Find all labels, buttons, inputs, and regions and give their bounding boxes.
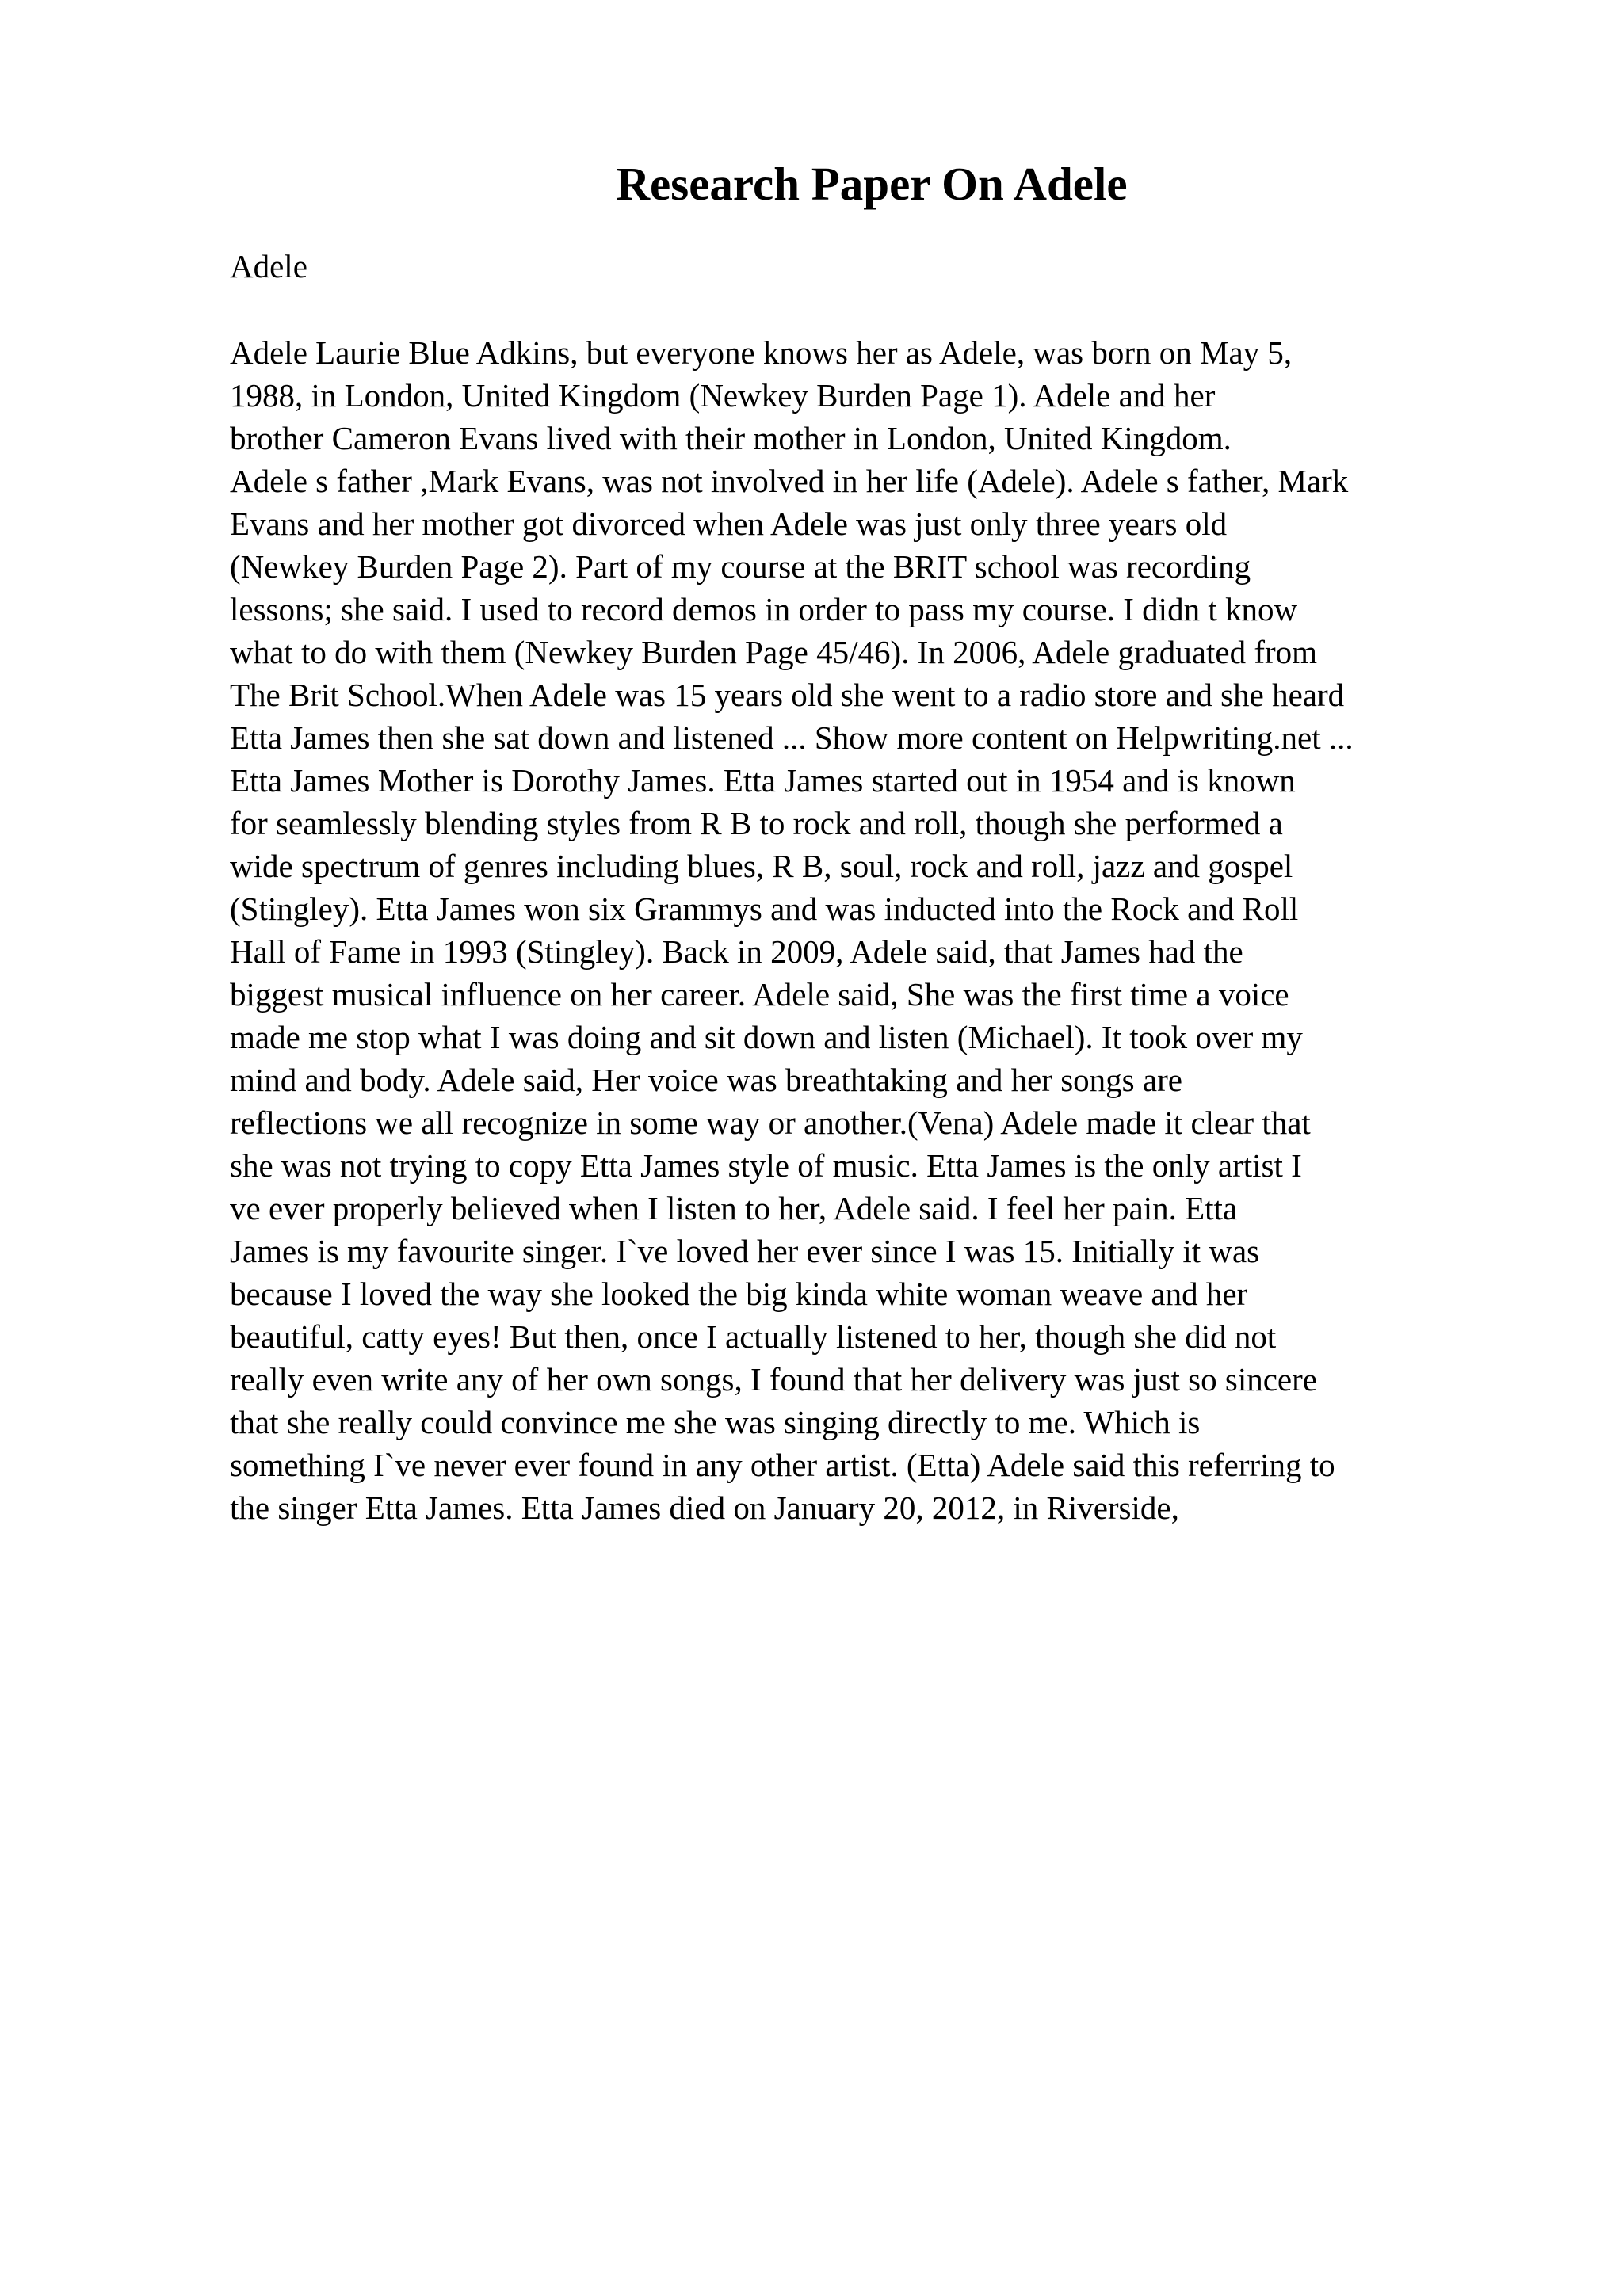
body-line: for seamlessly blending styles from R B to rock and roll, though she performed a [230,805,1283,841]
body-line: the singer Etta James. Etta James died on January 20, 2012, in Riverside, [230,1489,1179,1526]
body-line: Etta James Mother is Dorothy James. Etta James started out in 1954 and is known [230,762,1296,799]
document-body [230,331,1577,1529]
body-line: Etta James then she sat down and listened ... Show more content on Helpwriting.net ... [230,719,1354,756]
body-line: Hall of Fame in 1993 (Stingley). Back in 2009, Adele said, that James had the [230,933,1243,970]
body-line: mind and body. Adele said, Her voice was breathtaking and her songs are [230,1062,1182,1098]
body-line: Adele Laurie Blue Adkins, but everyone knows her as Adele, was born on May 5, [230,334,1293,371]
body-line: that she really could convince me she was singing directly to me. Which is [230,1404,1201,1440]
body-line: ve ever properly believed when I listen to her, Adele said. I feel her pain. Etta [230,1190,1238,1226]
body-line: The Brit School.When Adele was 15 years old she went to a radio store and she heard [230,677,1345,713]
body-line: James is my favourite singer. I`ve loved her ever since I was 15. Initially it was [230,1233,1260,1269]
body-line: 1988, in London, United Kingdom (Newkey Burden Page 1). Adele and her [230,377,1216,414]
body-line: because I loved the way she looked the big kinda white woman weave and her [230,1276,1248,1312]
body-line: she was not trying to copy Etta James style of music. Etta James is the only artist I [230,1147,1302,1184]
body-line: made me stop what I was doing and sit down and listen (Michael). It took over my [230,1019,1303,1055]
body-line: brother Cameron Evans lived with their mother in London, United Kingdom. [230,420,1232,456]
body-line: really even write any of her own songs, I found that her delivery was just so sincere [230,1361,1317,1398]
body-line: what to do with them (Newkey Burden Page 45/46). In 2006, Adele graduated from [230,634,1318,670]
body-line: beautiful, catty eyes! But then, once I actually listened to her, though she did not [230,1318,1277,1355]
document-title: Research Paper On Adele [616,158,1128,210]
body-line: reflections we all recognize in some way or another.(Vena) Adele made it clear that [230,1104,1311,1141]
body-line: (Stingley). Etta James won six Grammys and was inducted into the Rock and Roll [230,891,1299,927]
body-line: biggest musical influence on her career. Adele said, She was the first time a voice [230,976,1289,1013]
body-line: Evans and her mother got divorced when Adele was just only three years old [230,505,1228,542]
body-line: lessons; she said. I used to record demos in order to pass my course. I didn t know [230,591,1298,627]
document-subheading: Adele [230,248,307,284]
body-line: Adele s father ,Mark Evans, was not involved in her life (Adele). Adele s father, Mark [230,463,1349,499]
body-line: (Newkey Burden Page 2). Part of my course at the BRIT school was recording [230,548,1251,585]
body-line: something I`ve never ever found in any other artist. (Etta) Adele said this referring to [230,1447,1335,1483]
body-line: wide spectrum of genres including blues, R B, soul, rock and roll, jazz and gospel [230,848,1293,884]
